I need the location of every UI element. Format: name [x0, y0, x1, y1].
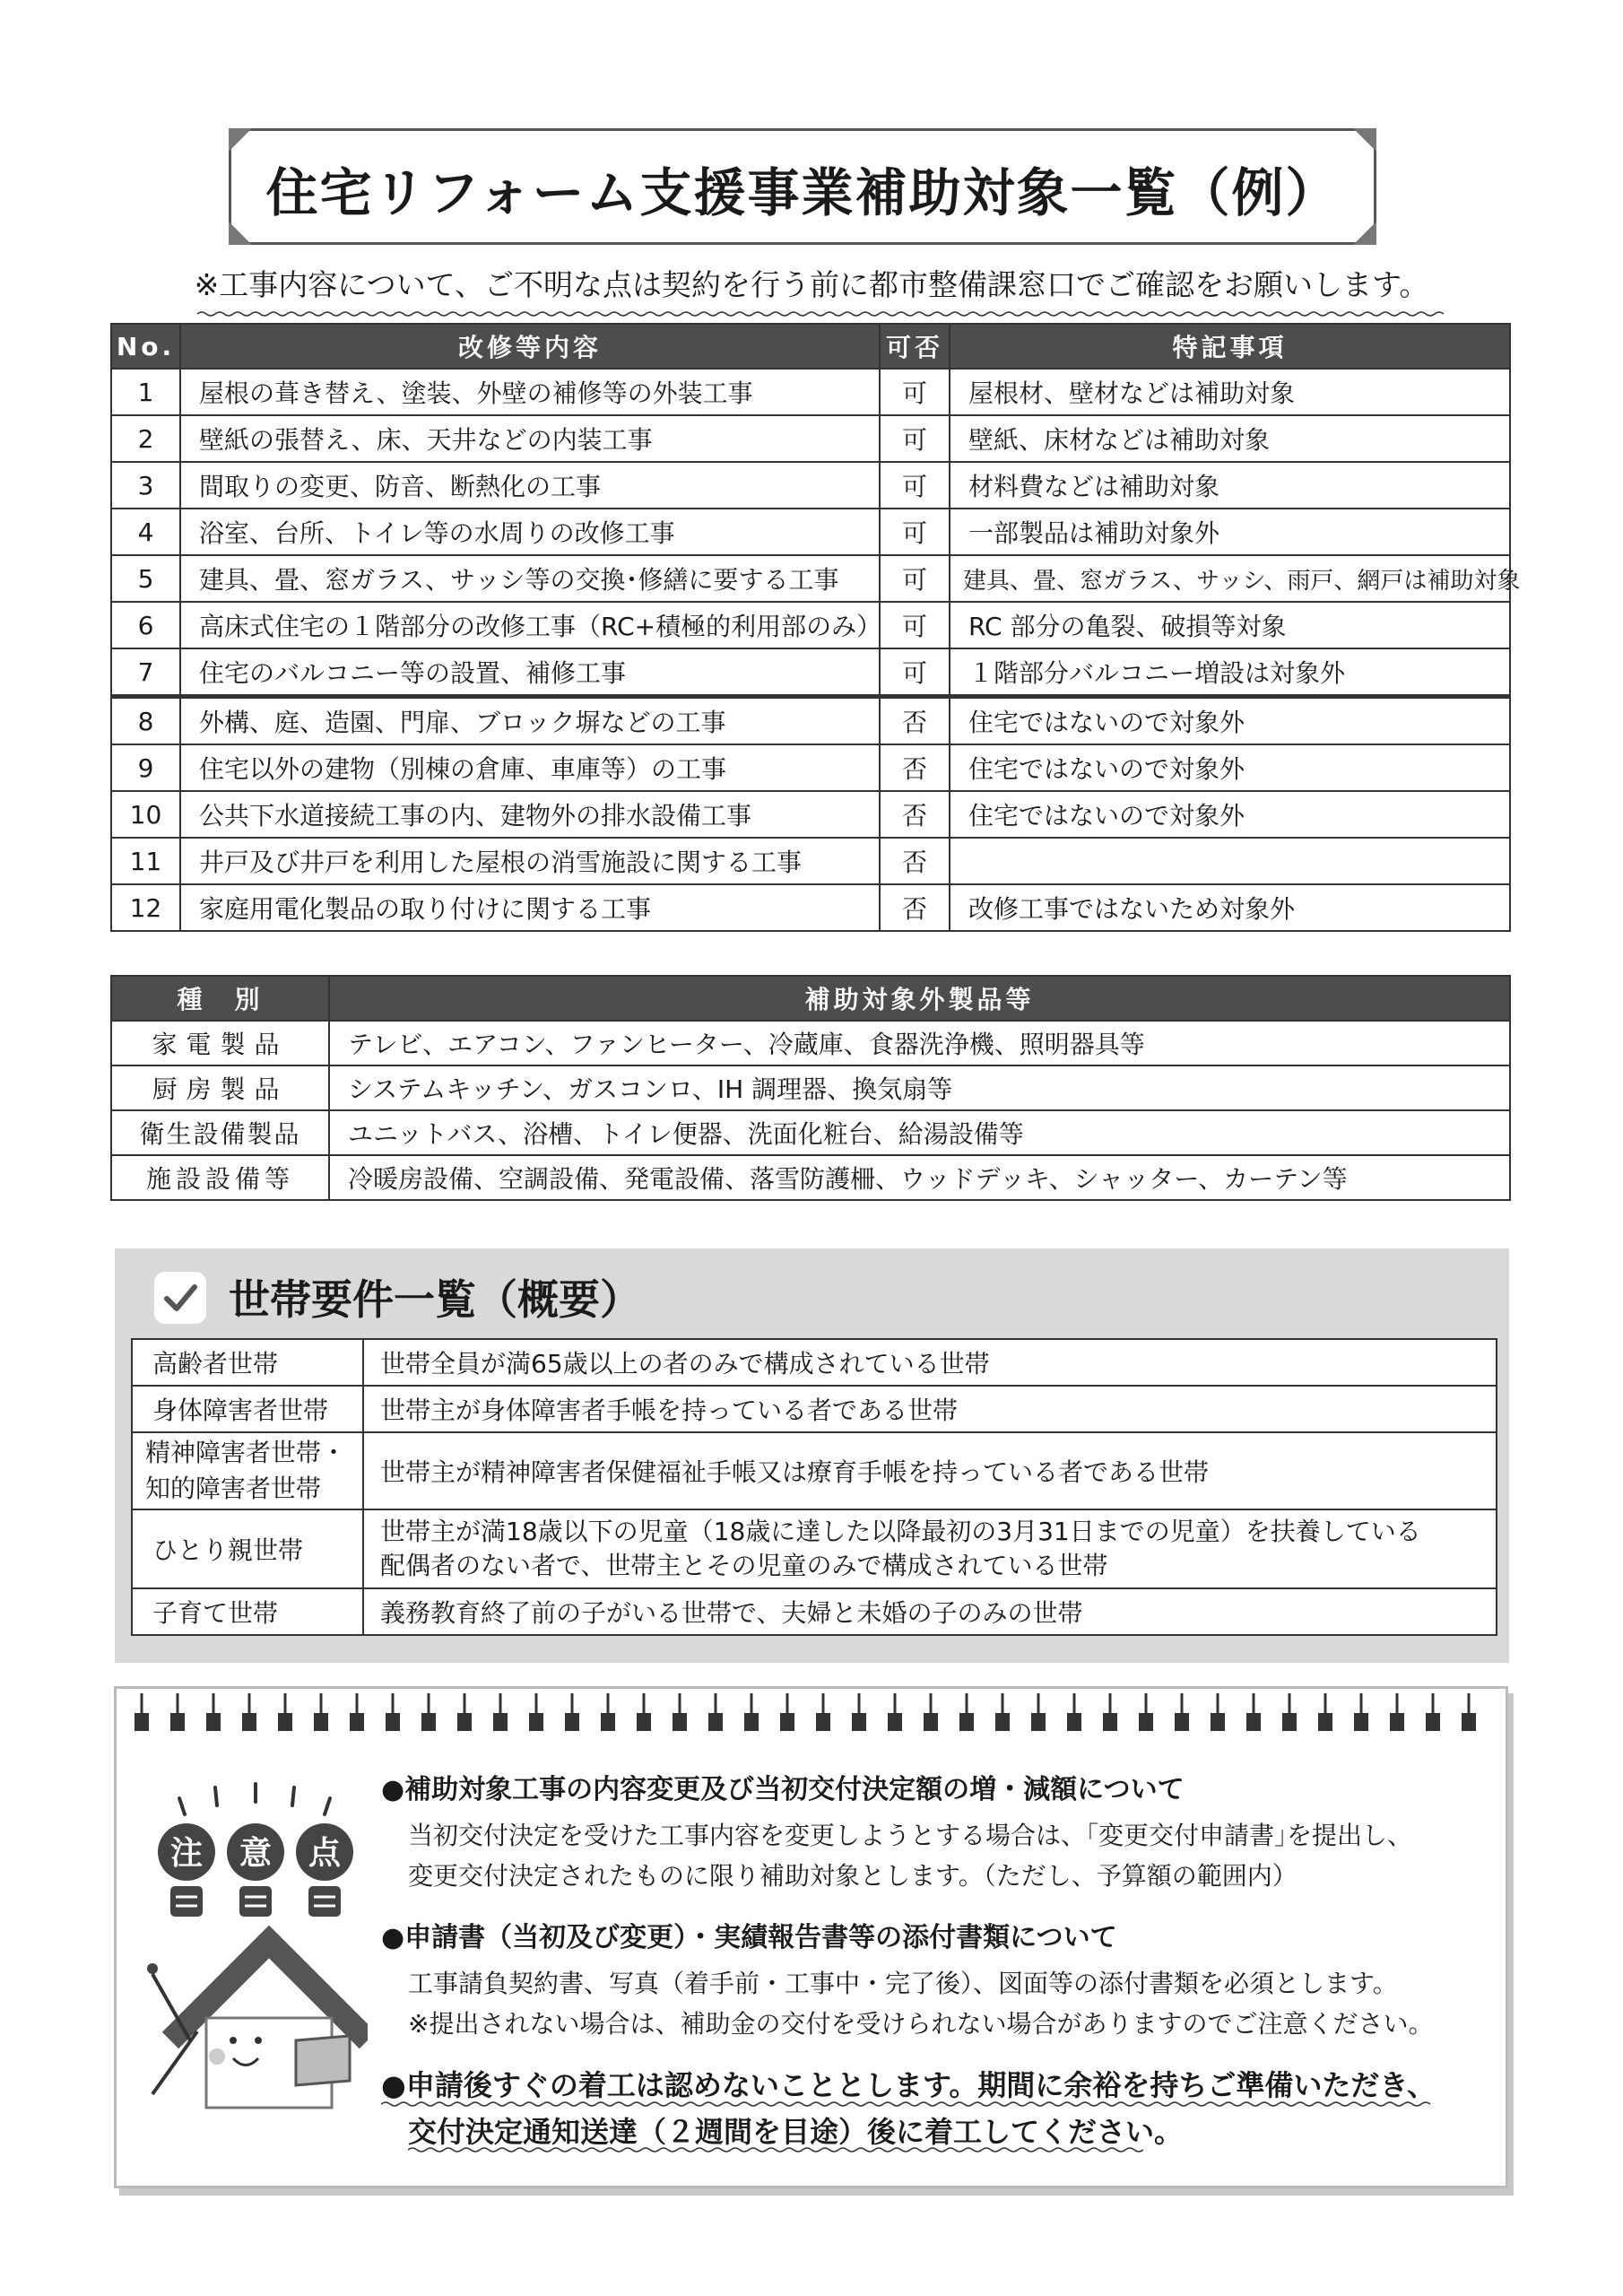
caution-warning-text: ●申請後すぐの着工は認めないこととします。期間に余裕を持ちご準備いただき、: [381, 2068, 1436, 2102]
household-desc: 世帯主が精神障害者保健福祉手帳又は療育手帳を持っている者である世帯: [363, 1432, 1497, 1509]
wavy-underline: [197, 310, 1444, 317]
banner-corner-decoration: [1353, 128, 1376, 152]
household-desc: 義務教育終了前の子がいる世帯で、夫婦と未婚の子のみの世帯: [363, 1588, 1497, 1635]
page-title: 住宅リフォーム支援事業補助対象一覧（例）: [265, 162, 1340, 223]
row-content: 建具、畳、窓ガラス、サッシ等の交換･修繕に要する工事: [180, 555, 880, 602]
row-no: 6: [111, 602, 180, 648]
household-table: [131, 1338, 1497, 1636]
caution-item-heading: ●申請書（当初及び変更）・実績報告書等の添付書類について: [381, 1922, 1117, 1953]
product-category: 厨房製品: [111, 1065, 329, 1110]
table-row: [111, 1155, 1510, 1200]
table-header-row: [111, 976, 1510, 1021]
row-no: 1: [111, 369, 180, 415]
header-category: 種 別: [111, 976, 329, 1021]
caution-badge-char: 点: [308, 1835, 342, 1872]
row-content: 家庭用電化製品の取り付けに関する工事: [180, 884, 880, 931]
caution-badge-char: 注: [169, 1835, 204, 1872]
household-type: 知的障害者世帯: [145, 1474, 322, 1503]
notice-text: ※工事内容について、ご不明な点は契約を行う前に都市整備課窓口でご確認をお願いします。: [194, 267, 1429, 302]
row-no: 7: [111, 648, 180, 697]
notebook-rings: [135, 1686, 1480, 1740]
table-row: [111, 1021, 1510, 1065]
header-products: 補助対象外製品等: [329, 976, 1510, 1021]
row-content: 壁紙の張替え、床、天井などの内装工事: [180, 415, 880, 462]
row-no: 5: [111, 555, 180, 602]
household-desc: 世帯主が身体障害者手帳を持っている者である世帯: [363, 1386, 1497, 1432]
table-row: [111, 1065, 1510, 1110]
row-content: 住宅以外の建物（別棟の倉庫、車庫等）の工事: [180, 744, 880, 791]
row-ok: 否: [880, 884, 950, 931]
row-no: 9: [111, 744, 180, 791]
product-items: テレビ、エアコン、ファンヒーター、冷蔵庫、食器洗浄機、照明器具等: [329, 1021, 1510, 1065]
row-ok: 可: [880, 509, 950, 555]
row-ok: 可: [880, 462, 950, 509]
row-note: [950, 838, 1510, 884]
row-ok: 否: [880, 791, 950, 838]
row-no: 4: [111, 509, 180, 555]
row-ok: 可: [880, 415, 950, 462]
household-type: 身体障害者世帯: [132, 1386, 363, 1432]
row-content: 住宅のバルコニー等の設置、補修工事: [180, 648, 880, 697]
row-content: 間取りの変更、防音、断熱化の工事: [180, 462, 880, 509]
banner-corner-decoration: [229, 128, 252, 152]
row-note: 改修工事ではないため対象外: [950, 884, 1510, 931]
row-note: RC 部分の亀裂、破損等対象: [950, 602, 1510, 648]
table-row: [111, 744, 1510, 791]
household-type: 精神障害者世帯・: [145, 1438, 347, 1467]
wavy-underline: [408, 2146, 1143, 2153]
household-type: ひとり親世帯: [132, 1509, 363, 1588]
row-no: 12: [111, 884, 180, 931]
row-note: 一部製品は補助対象外: [950, 509, 1510, 555]
table-header-row: [111, 324, 1510, 369]
table-row: [111, 509, 1510, 555]
caution-badge-char: 意: [239, 1835, 273, 1872]
row-no: 3: [111, 462, 180, 509]
table-row: [111, 838, 1510, 884]
row-ok: 可: [880, 555, 950, 602]
household-type: 子育て世帯: [132, 1588, 363, 1635]
row-ok: 否: [880, 744, 950, 791]
table-row: [111, 1110, 1510, 1155]
product-category: 衛生設備製品: [111, 1110, 329, 1155]
row-no: 2: [111, 415, 180, 462]
header-content: 改修等内容: [180, 324, 880, 369]
household-desc: 世帯全員が満65歳以上の者のみで構成されている世帯: [363, 1339, 1497, 1386]
caution-item-text: ※提出されない場合は、補助金の交付を受けられない場合がありますのでご注意ください。: [408, 2009, 1434, 2039]
row-ok: 可: [880, 369, 950, 415]
household-desc: 世帯主が満18歳以下の児童（18歳に達した以降最初の3月31日までの児童）を扶養している: [380, 1517, 1421, 1546]
caution-item-text: 当初交付決定を受けた工事内容を変更しようとする場合は、｢変更交付申請書｣を提出し、: [408, 1821, 1413, 1850]
table-row: [111, 791, 1510, 838]
table-row: [111, 369, 1510, 415]
product-category: 施設設備等: [111, 1155, 329, 1200]
caution-mascot-illustration: [143, 1771, 368, 2121]
product-items: ユニットバス、浴槽、トイレ便器、洗面化粧台、給湯設備等: [329, 1110, 1510, 1155]
header-note: 特記事項: [950, 324, 1510, 369]
row-note: 住宅ではないので対象外: [950, 791, 1510, 838]
row-note: 建具、畳、窓ガラス、サッシ、雨戸、網戸は補助対象: [950, 555, 1510, 602]
row-note: 住宅ではないので対象外: [950, 697, 1510, 745]
header-ok: 可否: [880, 324, 950, 369]
row-no: 11: [111, 838, 180, 884]
table-row: [111, 602, 1510, 648]
household-title: 世帯要件一覧（概要）: [229, 1275, 641, 1324]
caution-item-heading: ●補助対象工事の内容変更及び当初交付決定額の増・減額について: [381, 1774, 1185, 1805]
table-row: [132, 1339, 1497, 1386]
product-category: 家電製品: [111, 1021, 329, 1065]
header-no: No.: [111, 324, 180, 369]
household-desc: 配偶者のない者で、世帯主とその児童のみで構成されている世帯: [380, 1551, 1108, 1580]
row-ok: 可: [880, 648, 950, 697]
table-row: [111, 697, 1510, 745]
row-content: 屋根の葺き替え、塗装、外壁の補修等の外装工事: [180, 369, 880, 415]
table-row: [132, 1386, 1497, 1432]
row-note: １階部分バルコニー増設は対象外: [950, 648, 1510, 697]
table-row: [111, 462, 1510, 509]
household-type: 高齢者世帯: [132, 1339, 363, 1386]
work-items-table: [110, 323, 1521, 932]
table-row: [132, 1588, 1497, 1635]
row-note: 屋根材、壁材などは補助対象: [950, 369, 1510, 415]
row-no: 8: [111, 697, 180, 745]
checkmark-icon: [154, 1272, 206, 1324]
row-note: 壁紙、床材などは補助対象: [950, 415, 1510, 462]
title-banner: [229, 128, 1376, 245]
row-content: 井戸及び井戸を利用した屋根の消雪施設に関する工事: [180, 838, 880, 884]
table-row: [132, 1432, 1497, 1509]
table-row: [111, 884, 1510, 931]
table-row: [111, 648, 1510, 697]
row-content: 公共下水道接続工事の内、建物外の排水設備工事: [180, 791, 880, 838]
row-note: 住宅ではないので対象外: [950, 744, 1510, 791]
excluded-products-table: [110, 975, 1511, 1201]
caution-item-text: 変更交付決定されたものに限り補助対象とします。（ただし、予算額の範囲内）: [408, 1861, 1298, 1891]
row-content: 浴室、台所、トイレ等の水周りの改修工事: [180, 509, 880, 555]
row-no: 10: [111, 791, 180, 838]
product-items: システムキッチン、ガスコンロ、IH 調理器、換気扇等: [329, 1065, 1510, 1110]
table-row: [111, 415, 1510, 462]
row-ok: 可: [880, 602, 950, 648]
product-items: 冷暖房設備、空調設備、発電設備、落雪防護柵、ウッドデッキ、シャッター、カーテン等: [329, 1155, 1510, 1200]
caution-warning-text: 交付決定通知送達（２週間を目途）後に着工してください。: [408, 2115, 1184, 2149]
row-content: 外構、庭、造園、門扉、ブロック塀などの工事: [180, 697, 880, 745]
caution-item-text: 工事請負契約書、写真（着手前・工事中・完了後）、図面等の添付書類を必須とします。: [408, 1969, 1398, 1998]
table-row: [132, 1509, 1497, 1588]
table-row: [111, 555, 1510, 602]
row-note: 材料費などは補助対象: [950, 462, 1510, 509]
wavy-underline: [381, 2100, 1430, 2108]
row-ok: 否: [880, 838, 950, 884]
row-content: 高床式住宅の１階部分の改修工事（RC+積極的利用部のみ）: [180, 602, 880, 648]
row-ok: 否: [880, 697, 950, 745]
